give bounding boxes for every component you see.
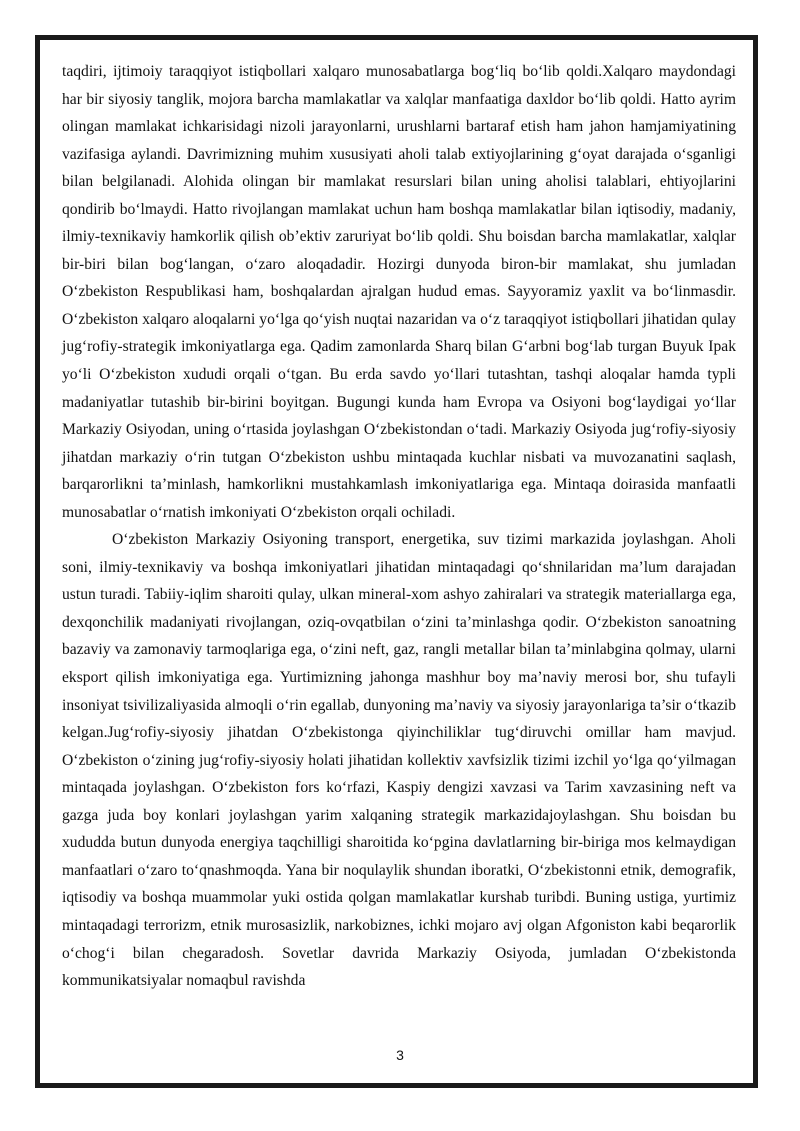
document-body bbox=[62, 58, 736, 995]
paragraph-1: taqdiri, ijtimoiy taraqqiyot istiqbollari xalqaro munosabatlarga bog‘liq bo‘lib qoldi.Xalqaro maydondagi har bir siyosiy tanglik, mojora barcha mamlakatlar va xalqlar manfaatiga daxldor bo‘lib qoldi. Hatto ayrim olingan mamlakat ichkarisidagi nizoli jarayonlarni, urushlarni bartaraf etish ham jahon hamjamiyatining vazifasiga aylandi. Davrimizning muhim xususiyati aholi talab extiyojlarining g‘oyat darajada o‘sganligi bilan belgilanadi. Alohida olingan bir mamlakat resurslari bilan uning aholisi talablari, ehtiyojlarini qondirib bo‘lmaydi. Hatto rivojlangan mamlakat uchun ham boshqa mamlakatlar bilan iqtisodiy, madaniy, ilmiy-texnikaviy hamkorlik qilish ob’ektiv zaruriyat bo‘lib qoldi. Shu boisdan barcha mamlakatlar, xalqlar bir-biri bilan bog‘langan, o‘zaro aloqadadir. Hozirgi dunyoda biron-bir mamlakat, shu jumladan O‘zbekiston Respublikasi ham, boshqalardan ajralgan hudud emas. Sayyoramiz yaxlit va bo‘linmasdir. O‘zbekiston xalqaro aloqalarni yo‘lga qo‘yish nuqtai nazaridan va o‘z taraqqiyot istiqbollari jihatidan qulay jug‘rofiy-strategik imkoniyatlarga ega. Qadim zamonlarda Sharq bilan G‘arbni bog‘lab turgan Buyuk Ipak yo‘li O‘zbekiston xududi orqali o‘tgan. Bu erda savdo yo‘llari tutashtan, tashqi aloqalar hamda typli madaniyatlar tutashib bir-birini boyitgan. Bugungi kunda ham Evropa va Osiyoni bog‘laydigai yo‘llar Markaziy Osiyodan, uning o‘rtasida joylashgan O‘zbekistondan o‘tadi. Markaziy Osiyoda jug‘rofiy-siyosiy jihatdan markaziy o‘rin tutgan O‘zbekiston ushbu mintaqada kuchlar nisbati va muvozanatini saqlash, barqarorlikni ta’minlash, hamkorlikni mustahkamlash imkoniyatlariga ega. Mintaqa doirasida manfaatli munosabatlar o‘rnatish imkoniyati O‘zbekiston orqali ochiladi. bbox=[62, 63, 736, 521]
paragraph-2: O‘zbekiston Markaziy Osiyoning transport, energetika, suv tizimi markazida joylashgan. Aholi soni, ilmiy-texnikaviy va boshqa imkoniyatlari jihatidan mintaqadagi qo‘shnilaridan ma’lum darajadan ustun turadi. Tabiiy-iqlim sharoiti qulay, ulkan mineral-xom ashyo zahiralari va strategik materiallarga ega, dexqonchilik madaniyati rivojlangan, oziq-ovqatbilan o‘zini ta’minlashga qodir. O‘zbekiston sanoatning bazaviy va zamonaviy tarmoqlariga ega, o‘zini neft, gaz, rangli metallar bilan ta’minlabgina qolmay, ularni eksport qilish imkoniyatiga ega. Yurtimizning jahonga mashhur boy ma’naviy merosi bor, shu tufayli insoniyat tsivilizaliyasida almoqli o‘rin egallab, dunyoning ma’naviy va siyosiy jarayonlariga ta’sir o‘tkazib kelgan.Jug‘rofiy-siyosiy jihatdan O‘zbekistonga qiyinchiliklar tug‘diruvchi omillar ham mavjud. O‘zbekiston o‘zining jug‘rofiy-siyosiy holati jihatidan kollektiv xavfsizlik tizimi izchil yo‘lga qo‘yilmagan mintaqada joylashgan. O‘zbekiston fors ko‘rfazi, Kaspiy dengizi xavzasi va Tarim xavzasining neft va gazga juda boy konlari joylashgan yarim xalqaning strategik markazidajoylashgan. Shu boisdan bu xududda butun dunyoda energiya taqchilligi sharoitida ko‘pgina davlatlarning bir-biriga mos kelmaydigan manfaatlari o‘zaro to‘qnashmoqda. Yana bir noqulaylik shundan iboratki, O‘zbekistonni etnik, demografik, iqtisodiy va boshqa muammolar yuki ostida qolgan mamlakatlar kurshab turibdi. Buning ustiga, yurtimiz mintaqadagi terrorizm, etnik murosasizlik, narkobiznes, ichki mojaro avj olgan Afgoniston kabi beqarorlik o‘chog‘i bilan chegaradosh. Sovetlar davrida Markaziy Osiyoda, jumladan O‘zbekistonda kommunikatsiyalar nomaqbul ravishda bbox=[62, 531, 736, 990]
page-number: 3 bbox=[396, 1047, 404, 1063]
